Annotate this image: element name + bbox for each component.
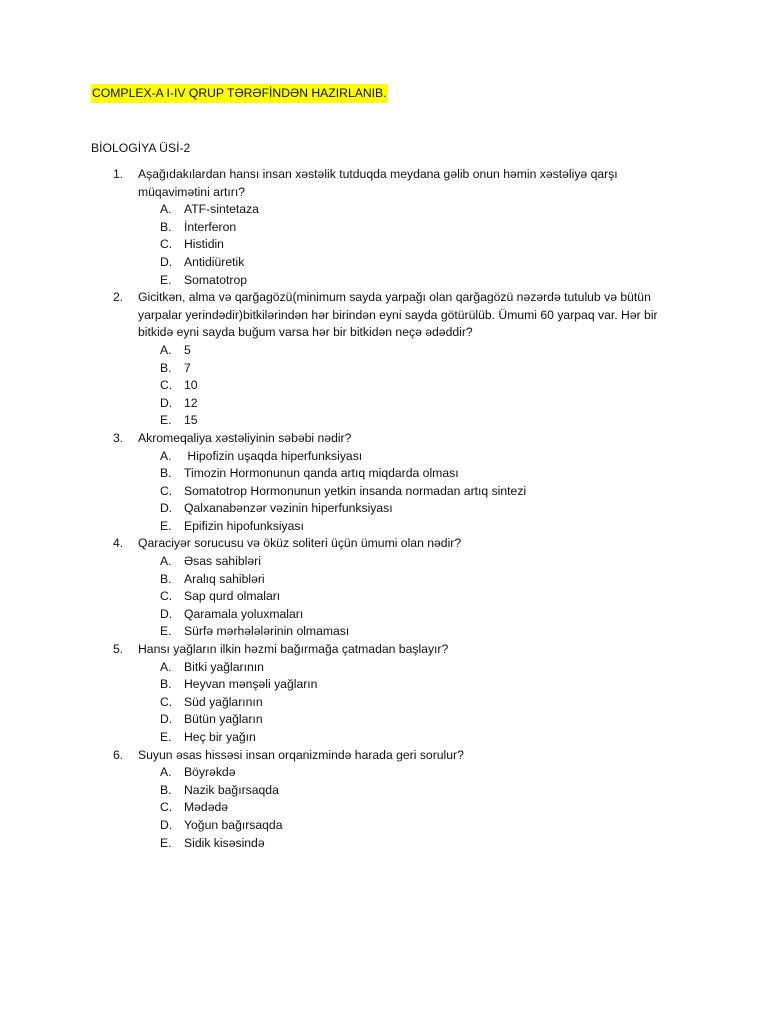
question-number: 6. bbox=[113, 747, 124, 762]
option-letter: B. bbox=[160, 360, 172, 375]
question-number: 1. bbox=[113, 167, 124, 181]
answer-option bbox=[0, 711, 768, 729]
question-text: Hansı yağların ilkin həzmi bağırmağa çatmadan başlayır? bbox=[138, 642, 449, 657]
option-letter: D. bbox=[160, 606, 173, 621]
answer-option bbox=[0, 799, 768, 817]
option-letter: D. bbox=[160, 712, 173, 727]
document-subtitle: BİOLOGİYA ÜSİ-2 bbox=[91, 141, 191, 155]
option-text: 15 bbox=[184, 413, 198, 428]
option-letter: C. bbox=[160, 800, 173, 815]
question-text: Suyun əsas hissəsi insan orqanizmində harada geri sorulur? bbox=[138, 747, 464, 762]
answer-option bbox=[0, 782, 768, 800]
option-letter: E. bbox=[160, 518, 172, 533]
question-row bbox=[0, 430, 768, 448]
answer-option bbox=[0, 483, 768, 501]
option-letter: B. bbox=[160, 466, 172, 481]
option-text: Timozin Hormonunun qanda artıq miqdarda olması bbox=[184, 466, 459, 481]
option-letter: A. bbox=[160, 448, 172, 463]
option-text: Qalxanabənzər vəzinin hiperfunksiyası bbox=[184, 501, 393, 516]
option-text: 5 bbox=[184, 342, 191, 357]
option-letter: B. bbox=[160, 677, 172, 692]
question-text: Gicitkən, alma və qarğagözü(minimum sayda yarpağı olan qarğagözü nəzərdə tutulub və bütün yarpalar yerindədir)bitkilərindən hər birindən eyni sayda götürülüb. Ümumi 60 yarpaq var. Hər bir bitkidə eyni sayda buğum varsa hər bir bitkidən neçə ədəddir? bbox=[138, 290, 658, 340]
option-letter: B. bbox=[160, 782, 172, 797]
option-letter: B. bbox=[160, 571, 172, 586]
question-text: Qaraciyər sorucusu və öküz soliteri üçün ümumi olan nədir? bbox=[138, 536, 462, 551]
option-letter: E. bbox=[160, 624, 172, 639]
option-text: Sidik kisəsində bbox=[184, 835, 265, 850]
option-text: Nazik bağırsaqda bbox=[184, 782, 279, 797]
question-number: 2. bbox=[113, 290, 124, 305]
option-text: 7 bbox=[184, 360, 191, 375]
option-letter: D. bbox=[160, 254, 173, 269]
answer-option bbox=[0, 553, 768, 571]
answer-option bbox=[0, 377, 768, 395]
option-text: İnterferon bbox=[184, 219, 237, 234]
option-letter: A. bbox=[160, 342, 172, 357]
option-letter: C. bbox=[160, 237, 173, 252]
option-text: Böyrəkdə bbox=[184, 765, 236, 780]
question-number: 3. bbox=[113, 430, 124, 445]
answer-option bbox=[0, 254, 768, 272]
option-text: 10 bbox=[184, 378, 198, 393]
option-letter: A. bbox=[160, 765, 172, 780]
option-letter: E. bbox=[160, 835, 172, 850]
option-text: Epifizin hipofunksiyası bbox=[184, 518, 304, 533]
answer-option bbox=[0, 395, 768, 413]
option-text: Bütün yağların bbox=[184, 712, 263, 727]
answer-option bbox=[0, 236, 768, 254]
option-letter: C. bbox=[160, 694, 173, 709]
option-letter: C. bbox=[160, 589, 173, 604]
answer-option bbox=[0, 676, 768, 694]
answer-option bbox=[0, 729, 768, 747]
answer-option bbox=[0, 500, 768, 518]
option-letter: E. bbox=[160, 272, 172, 287]
option-letter: D. bbox=[160, 817, 173, 832]
question-item bbox=[0, 166, 768, 289]
question-number: 4. bbox=[113, 536, 124, 551]
answer-option bbox=[0, 764, 768, 782]
question-item bbox=[0, 289, 768, 430]
option-text: Heç bir yağın bbox=[184, 730, 256, 744]
option-text: Sap qurd olmaları bbox=[184, 589, 281, 604]
option-text: Somatotrop bbox=[184, 272, 248, 287]
option-letter: D. bbox=[160, 501, 173, 516]
question-item bbox=[0, 430, 768, 536]
option-text: Heyvan mənşəli yağların bbox=[184, 677, 318, 692]
option-text: Mədədə bbox=[184, 800, 229, 815]
option-text: Antidiüretik bbox=[184, 254, 245, 269]
option-letter: E. bbox=[160, 413, 172, 428]
option-text: Əsas sahibləri bbox=[184, 554, 261, 569]
answer-option bbox=[0, 272, 768, 290]
answer-option bbox=[0, 571, 768, 589]
answer-option bbox=[0, 201, 768, 219]
option-letter: B. bbox=[160, 219, 172, 234]
answer-option bbox=[0, 465, 768, 483]
question-row bbox=[0, 535, 768, 553]
answer-option bbox=[0, 360, 768, 378]
question-row bbox=[0, 747, 768, 765]
answer-option bbox=[0, 448, 768, 466]
question-number: 5. bbox=[113, 642, 124, 657]
option-text: Süd yağlarının bbox=[184, 694, 263, 709]
option-text: Bitki yağlarının bbox=[184, 659, 264, 674]
question-text: Aşağıdakılardan hansı insan xəstəlik tutduqda meydana gəlib onun həmin xəstəliyə qarşı müqavimətini artırı? bbox=[138, 167, 618, 199]
answer-option bbox=[0, 606, 768, 624]
answer-option bbox=[0, 588, 768, 606]
option-letter: C. bbox=[160, 483, 173, 498]
answer-option bbox=[0, 219, 768, 237]
question-row bbox=[0, 641, 768, 659]
option-letter: D. bbox=[160, 395, 173, 410]
question-item bbox=[0, 747, 768, 853]
answer-option bbox=[0, 835, 768, 853]
option-text: Hipofizin uşaqda hiperfunksiyası bbox=[184, 448, 363, 463]
option-text: 12 bbox=[184, 395, 198, 410]
option-text: Sürfə mərhələlərinin olmaması bbox=[184, 624, 350, 639]
question-item bbox=[0, 535, 768, 641]
option-text: Aralıq sahibləri bbox=[184, 571, 265, 586]
question-row bbox=[0, 289, 768, 342]
option-text: Yoğun bağırsaqda bbox=[184, 817, 283, 832]
document-heading: COMPLEX-A I-IV QRUP TƏRƏFİNDƏN HAZIRLANIB. bbox=[91, 84, 388, 103]
answer-option bbox=[0, 659, 768, 677]
option-letter: C. bbox=[160, 378, 173, 393]
option-letter: E. bbox=[160, 730, 172, 744]
answer-option bbox=[0, 817, 768, 835]
answer-option bbox=[0, 623, 768, 641]
option-letter: A. bbox=[160, 202, 172, 217]
question-text: Akromeqaliya xəstəliyinin səbəbi nədir? bbox=[138, 430, 352, 445]
option-text: ATF-sintetaza bbox=[184, 202, 259, 217]
answer-option bbox=[0, 412, 768, 430]
answer-option bbox=[0, 694, 768, 712]
option-text: Histidin bbox=[184, 237, 224, 252]
answer-option bbox=[0, 342, 768, 360]
option-text: Qaramala yoluxmaları bbox=[184, 606, 304, 621]
option-letter: A. bbox=[160, 659, 172, 674]
question-list bbox=[0, 166, 768, 852]
question-item bbox=[0, 641, 768, 747]
option-text: Somatotrop Hormonunun yetkin insanda normadan artıq sintezi bbox=[184, 483, 527, 498]
answer-option bbox=[0, 518, 768, 536]
question-row bbox=[0, 166, 768, 201]
option-letter: A. bbox=[160, 554, 172, 569]
